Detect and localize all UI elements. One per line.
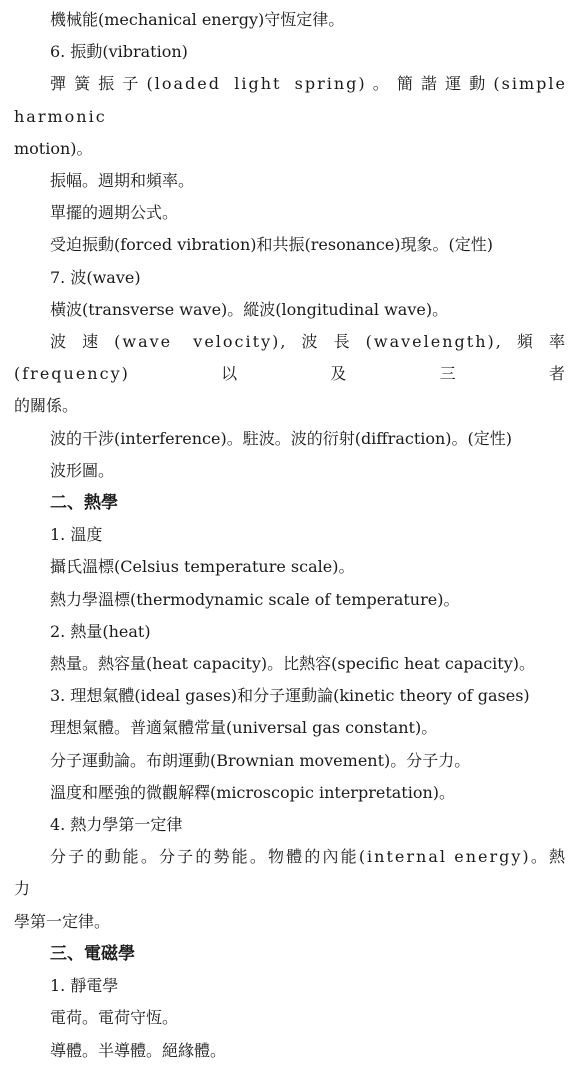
text-line: 熱力學溫標(thermodynamic scale of temperature)。 xyxy=(50,589,460,609)
text-line: 振幅。週期和頻率。 xyxy=(50,171,195,191)
text-line: 熱量。熱容量(heat capacity)。比熱容(specific heat capacity)。 xyxy=(50,654,536,674)
text-line: 理想氣體。普適氣體常量(universal gas constant)。 xyxy=(50,718,438,738)
text-line: 彈簧振子(loaded light spring)。簡諧運動(simple harmonic xyxy=(14,74,567,126)
text-line: 機械能(mechanical energy)守恆定律。 xyxy=(50,10,345,29)
text-line: 學第一定律。 xyxy=(14,911,111,931)
section-item-heat: 2. 熱量(heat) xyxy=(50,621,151,641)
section-item-temperature: 1. 溫度 xyxy=(50,525,103,545)
section-item-vibration: 6. 振動(vibration) xyxy=(50,42,188,62)
section-item-electrostatics: 1. 靜電學 xyxy=(50,976,119,996)
text-line: 受迫振動(forced vibration)和共振(resonance)現象。(定性) xyxy=(50,235,494,255)
section-item-ideal-gases: 3. 理想氣體(ideal gases)和分子運動論(kinetic theory of gases) xyxy=(50,686,530,706)
text-line: 波速(wave velocity),波長(wavelength),頻率(frequency)以及三者 xyxy=(14,332,567,384)
text-line: 分子的動能。分子的勢能。物體的內能(internal energy)。熱力 xyxy=(14,847,567,899)
section-heading-electromagnetism: 三、電磁學 xyxy=(50,943,135,964)
text-line: 波的干涉(interference)。駐波。波的衍射(diffraction)。(定性) xyxy=(50,428,513,448)
text-line: 攝氏溫標(Celsius temperature scale)。 xyxy=(50,557,355,577)
text-line: 溫度和壓強的微觀解釋(microscopic interpretation)。 xyxy=(50,782,456,802)
text-line: 的關係。 xyxy=(14,396,79,416)
section-item-wave: 7. 波(wave) xyxy=(50,267,141,287)
text-line: 單擺的週期公式。 xyxy=(50,203,179,223)
text-line: 橫波(transverse wave)。縱波(longitudinal wave)。 xyxy=(50,299,449,319)
section-heading-thermodynamics: 二、熱學 xyxy=(50,493,118,514)
text-line: 分子運動論。布朗運動(Brownian movement)。分子力。 xyxy=(50,750,471,770)
text-line: 導體。半導體。絕緣體。 xyxy=(50,1040,227,1060)
text-line: 電荷。電荷守恆。 xyxy=(50,1008,179,1028)
text-line: motion)。 xyxy=(14,138,93,158)
section-item-first-law: 4. 熱力學第一定律 xyxy=(50,815,183,835)
text-line: 波形圖。 xyxy=(50,460,115,480)
